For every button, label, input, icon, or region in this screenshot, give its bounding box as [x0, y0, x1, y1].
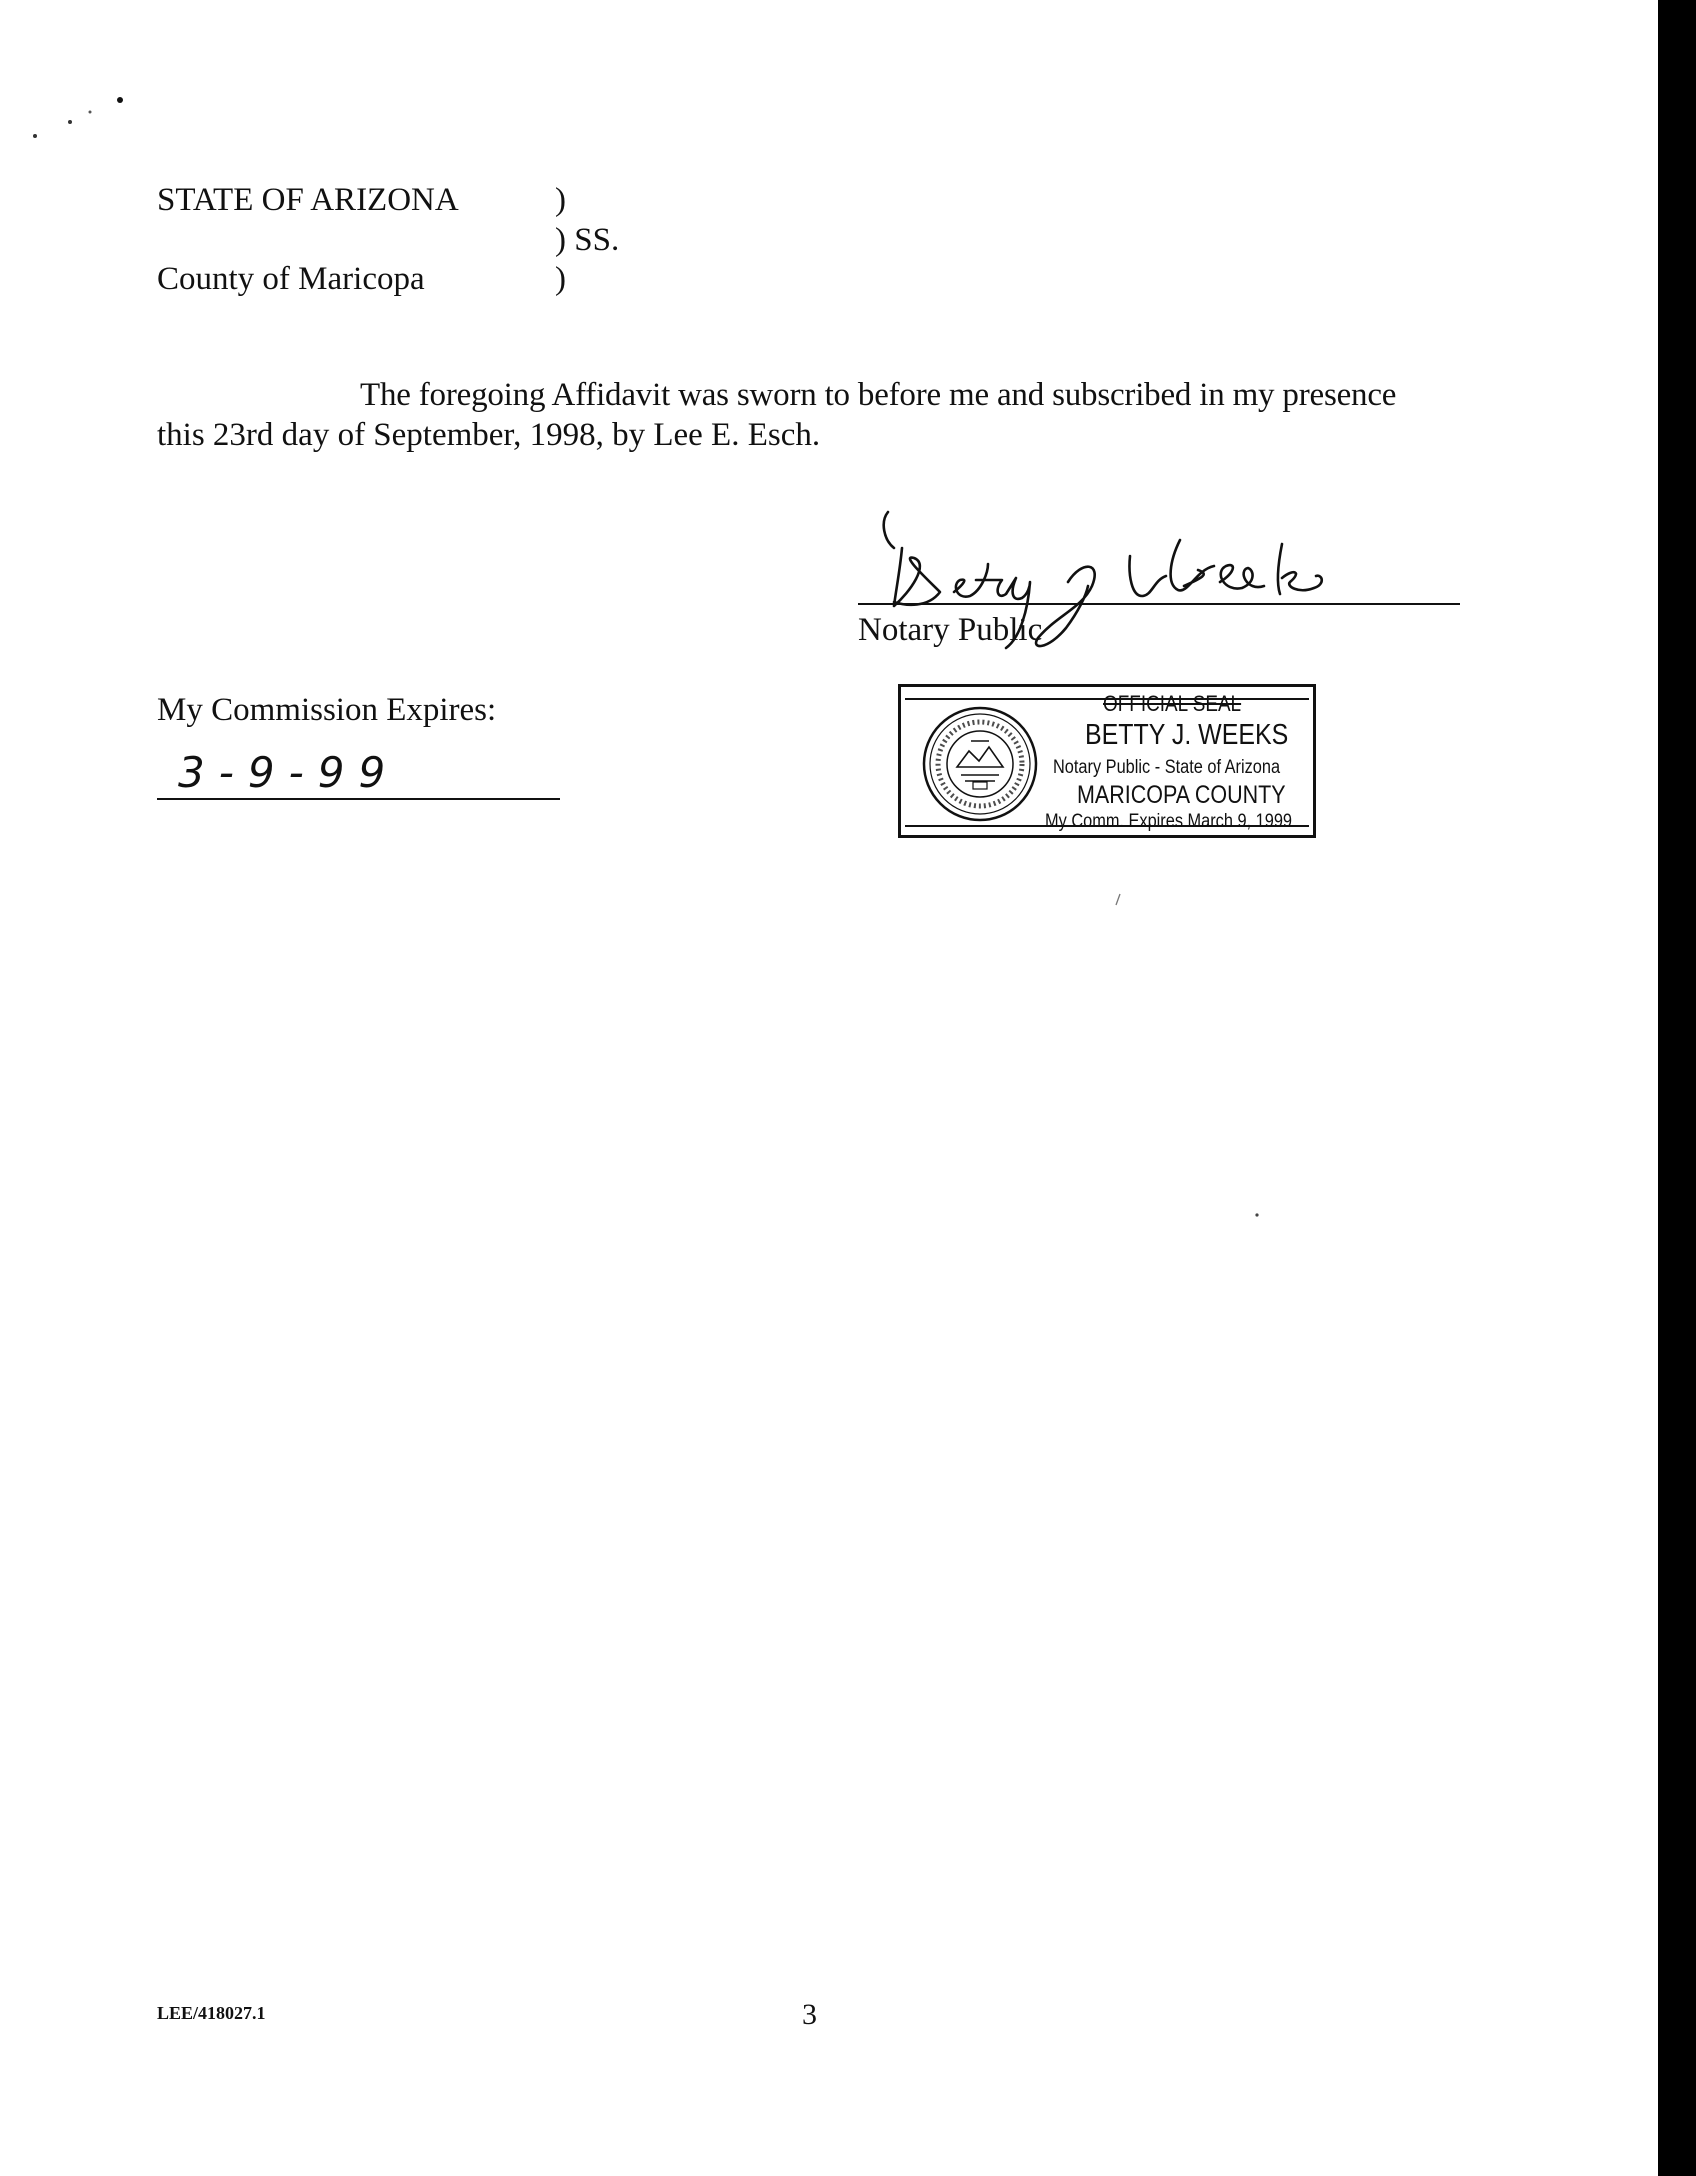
document-code: LEE/418027.1 [157, 2003, 266, 2023]
page-number: 3 [802, 1998, 817, 2031]
scan-edge-bar [1658, 0, 1696, 2176]
scan-mark [1254, 1212, 1260, 1218]
seal-expires: My Comm. Expires March 9, 1999 [1045, 811, 1292, 832]
venue-paren: ) [555, 182, 566, 218]
venue-paren: ) [555, 261, 566, 297]
scan-mark [1114, 893, 1122, 907]
venue-state: STATE OF ARIZONA [157, 182, 459, 218]
seal-title: Notary Public - State of Arizona [1053, 757, 1281, 778]
notary-caption: Notary Public [858, 612, 1043, 648]
scan-specks [20, 90, 130, 150]
affidavit-text-line: this 23rd day of September, 1998, by Lee E. Esch. [157, 417, 821, 453]
notary-signature [870, 500, 1360, 680]
affidavit-text-line: The foregoing Affidavit was sworn to before me and subscribed in my presence [360, 377, 1397, 413]
venue-county: County of Maricopa [157, 261, 425, 297]
seal-county: MARICOPA COUNTY [1077, 781, 1286, 809]
seal-header: OFFICIAL SEAL [1103, 691, 1242, 716]
commission-date: 3-9-99 [178, 748, 400, 797]
commission-line [157, 798, 560, 800]
notary-seal-stamp [898, 684, 1316, 838]
venue-ss: ) SS. [555, 222, 620, 258]
signature-line [858, 603, 1460, 605]
seal-name: BETTY J. WEEKS [1085, 719, 1289, 751]
state-seal-icon [921, 705, 1039, 823]
commission-label: My Commission Expires: [157, 692, 497, 728]
